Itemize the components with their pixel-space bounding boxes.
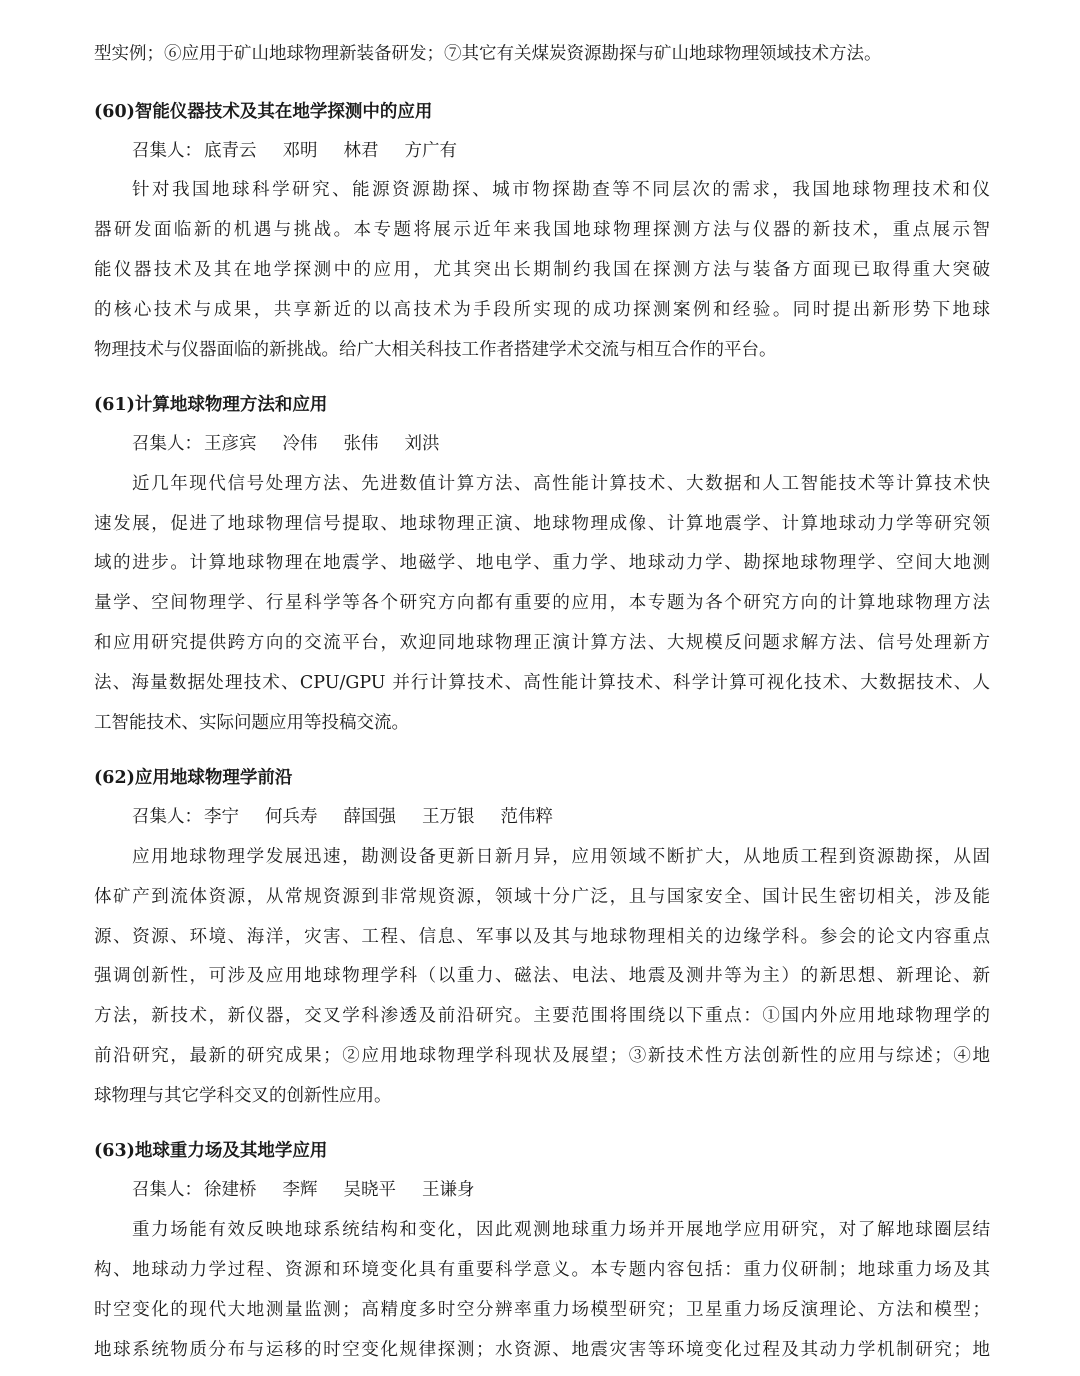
section-61-body-line: 速发展，促进了地球物理信号提取、地球物理正演、地球物理成像、计算地震学、计算地球动力学等研究领 (94, 514, 990, 534)
section-61-body-line: 域的进步。计算地球物理在地震学、地磁学、地电学、重力学、地球动力学、勘探地球物理学、空间大地测 (94, 553, 990, 573)
section-62-conveners (132, 805, 579, 829)
convener-name: 方广有 (404, 141, 457, 161)
convener-name: 冷伟 (282, 434, 318, 454)
section-62-body-line: 源、资源、环境、海洋，灾害、工程、信息、军事以及其与地球物理相关的边缘学科。参会的论文内容重点 (94, 927, 990, 947)
convener-name: 林君 (343, 141, 379, 161)
section-60-body-line: 能仪器技术及其在地学探测中的应用，尤其突出长期制约我国在探测方法与装备方面现已取得重大突破 (94, 260, 990, 280)
intro-tail-line: 型实例；⑥应用于矿山地球物理新装备研发；⑦其它有关煤炭资源勘探与矿山地球物理领域技术方法。 (94, 44, 882, 64)
section-62-body-line: 球物理与其它学科交叉的创新性应用。 (94, 1086, 392, 1106)
section-60-heading: (60)智能仪器技术及其在地学探测中的应用 (94, 102, 433, 122)
section-61-body-line: 工智能技术、实际问题应用等投稿交流。 (94, 713, 409, 733)
convener-name: 邓明 (282, 141, 318, 161)
section-60-conveners (132, 139, 483, 163)
section-60-body-line: 物理技术与仪器面临的新挑战。给广大相关科技工作者搭建学术交流与相互合作的平台。 (94, 340, 777, 360)
convener-name: 王谦身 (422, 1180, 475, 1200)
section-63-conveners (132, 1178, 501, 1202)
section-60-body-line: 的核心技术与成果，共享新近的以高技术为手段所实现的成功探测案例和经验。同时提出新形势下地球 (94, 300, 990, 320)
convener-name: 张伟 (343, 434, 379, 454)
section-61-body-line: 法、海量数据处理技术、CPU/GPU 并行计算技术、高性能计算技术、科学计算可视化技术、大数据技术、人 (94, 673, 990, 693)
section-62-body-line: 方法，新技术，新仪器，交叉学科渗透及前沿研究。主要范围将围绕以下重点：①国内外应用地球物理学的 (94, 1006, 990, 1026)
convener-label: 召集人： (132, 807, 202, 827)
convener-name: 范伟粹 (500, 807, 553, 827)
section-61-body-line: 近几年现代信号处理方法、先进数值计算方法、高性能计算技术、大数据和人工智能技术等计算技术快 (132, 474, 990, 494)
section-61-conveners (132, 432, 466, 456)
section-63-heading: (63)地球重力场及其地学应用 (94, 1141, 328, 1161)
convener-label: 召集人： (132, 141, 202, 161)
convener-name: 王万银 (422, 807, 475, 827)
section-62-body-line: 体矿产到流体资源，从常规资源到非常规资源，领域十分广泛，且与国家安全、国计民生密切相关，涉及能 (94, 887, 990, 907)
section-63-body-line: 构、地球动力学过程、资源和环境变化具有重要科学意义。本专题内容包括：重力仪研制；地球重力场及其 (94, 1260, 990, 1280)
section-63-body-line: 地球系统物质分布与运移的时空变化规律探测；水资源、地震灾害等环境变化过程及其动力学机制研究；地 (94, 1340, 990, 1360)
section-60-body-line: 器研发面临新的机遇与挑战。本专题将展示近年来我国地球物理探测方法与仪器的新技术，重点展示智 (94, 220, 990, 240)
convener-name: 李辉 (282, 1180, 318, 1200)
section-63-body-line: 时空变化的现代大地测量监测；高精度多时空分辨率重力场模型研究；卫星重力场反演理论、方法和模型； (94, 1300, 990, 1320)
convener-name: 薛国强 (343, 807, 396, 827)
section-62-body-line: 前沿研究，最新的研究成果；②应用地球物理学科现状及展望；③新技术性方法创新性的应用与综述；④地 (94, 1046, 990, 1066)
section-61-heading: (61)计算地球物理方法和应用 (94, 395, 328, 415)
section-60-body-line: 针对我国地球科学研究、能源资源勘探、城市物探勘查等不同层次的需求，我国地球物理技术和仪 (132, 180, 990, 200)
section-62-body-line: 强调创新性，可涉及应用地球物理学科（以重力、磁法、电法、地震及测井等为主）的新思想、新理论、新 (94, 966, 990, 986)
convener-name: 吴晓平 (343, 1180, 396, 1200)
convener-label: 召集人： (132, 1180, 202, 1200)
convener-name: 刘洪 (404, 434, 440, 454)
convener-label: 召集人： (132, 434, 202, 454)
section-62-heading: (62)应用地球物理学前沿 (94, 768, 293, 788)
convener-name: 何兵寿 (265, 807, 318, 827)
convener-name: 李宁 (204, 807, 239, 827)
section-62-body-line: 应用地球物理学发展迅速，勘测设备更新日新月异，应用领域不断扩大，从地质工程到资源勘探，从固 (132, 847, 990, 867)
section-63-body-line: 重力场能有效反映地球系统结构和变化，因此观测地球重力场并开展地学应用研究，对了解地球圈层结 (132, 1220, 990, 1240)
convener-name: 底青云 (204, 141, 257, 161)
section-61-body-line: 和应用研究提供跨方向的交流平台，欢迎同地球物理正演计算方法、大规模反问题求解方法、信号处理新方 (94, 633, 990, 653)
convener-name: 王彦宾 (204, 434, 257, 454)
convener-name: 徐建桥 (204, 1180, 257, 1200)
section-61-body-line: 量学、空间物理学、行星科学等各个研究方向都有重要的应用，本专题为各个研究方向的计算地球物理方法 (94, 593, 990, 613)
